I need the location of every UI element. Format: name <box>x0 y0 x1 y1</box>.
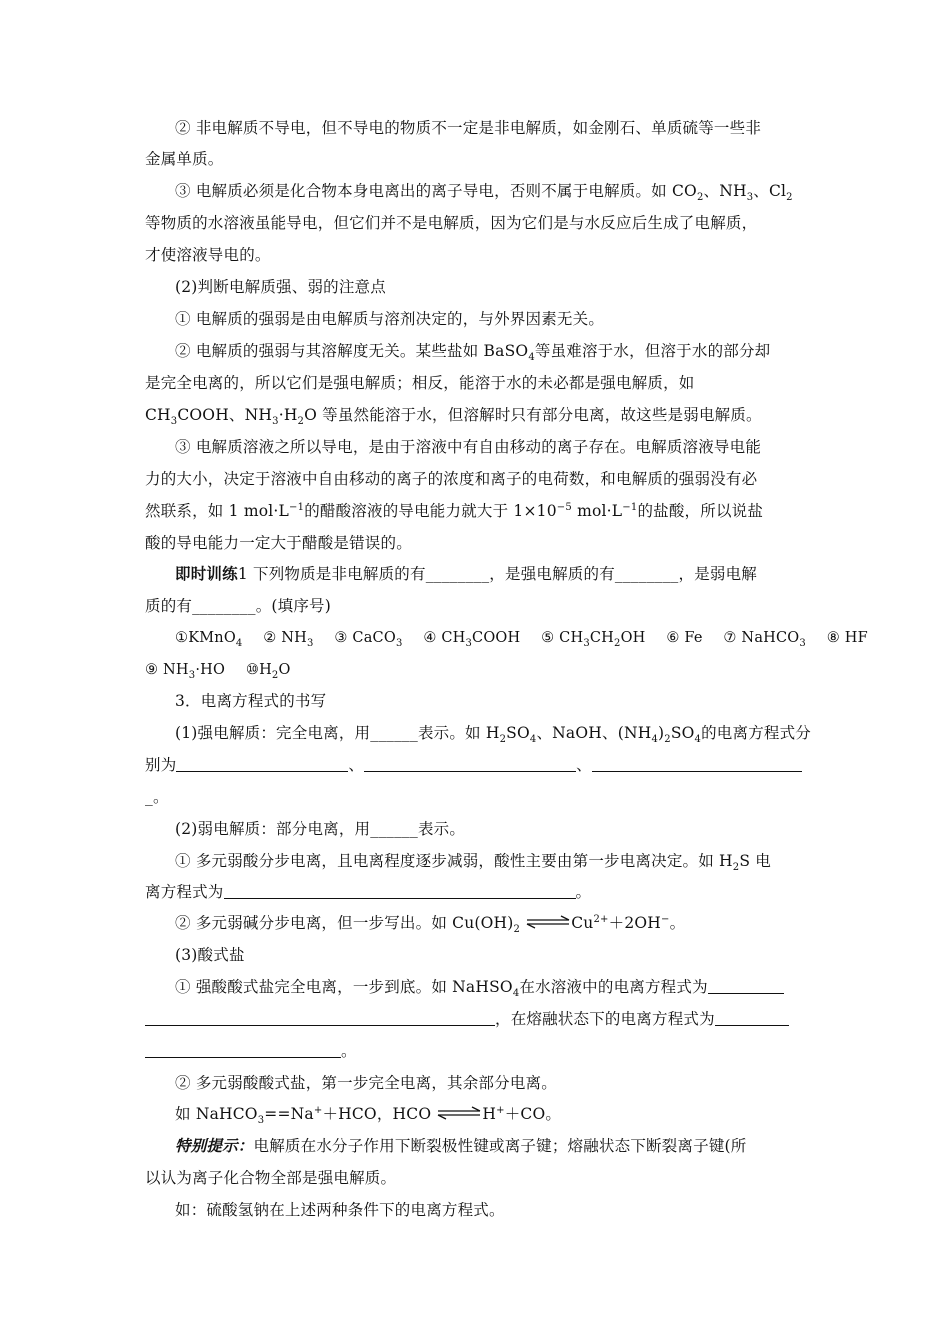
heading-ionization-equations: 3．电离方程式的书写 <box>175 692 327 710</box>
paragraph-conductivity: ③ 电解质溶液之所以导电，是由于溶液中有自由移动的离子存在。电解质溶液导电能 <box>175 438 762 456</box>
paragraph-nonelectrolyte-cont: 金属单质。 <box>145 150 224 168</box>
option-5: ⑤ $CH_3CH_2OH$ <box>541 630 646 649</box>
paragraph-weak-acid-salt: ② 多元弱酸酸式盐，第一步完全电离，其余部分电离。 <box>175 1074 557 1092</box>
paragraph-electrolyte-compound-end: 才使溶液导电的。 <box>145 246 271 264</box>
paragraph-solubility: ② 电解质的强弱与其溶解度无关。某些盐如 BaSO$_4$等虽难溶于水，但溶于水的部分却 <box>175 342 771 364</box>
paragraph-strength-solvent: ① 电解质的强弱是由电解质与溶剂决定的，与外界因素无关。 <box>175 310 605 328</box>
training-options-cont <box>145 659 805 681</box>
answer-blank <box>145 1009 495 1026</box>
option-2: ② $NH_3$ <box>263 630 314 649</box>
paragraph-strong-acid-salt: ① 强酸酸式盐完全电离，一步到底。如 NaHSO$_4$在水溶液中的电离方程式为 <box>175 976 805 998</box>
paragraph-strong-electrolyte-blanks: 别为 、 、 <box>145 754 805 776</box>
training-question-cont: 质的有________。(填序号) <box>145 597 331 615</box>
paragraph-strong-acid-salt-cont: ，在熔融状态下的电离方程式为 <box>145 1008 805 1030</box>
option-8: ⑧ HF <box>826 630 868 646</box>
paragraph-polyprotic-acid: ① 多元弱酸分步电离，且电离程度逐步减弱，酸性主要由第一步电离决定。如 $H_2S$ 电 <box>175 852 771 874</box>
reversible-arrow-icon <box>525 915 571 929</box>
option-9: ⑨ $NH_3\cdot HO$ <box>145 662 226 681</box>
special-tip: 特别提示：电解质在水分子作用下断裂极性键或离子键；熔融状态下断裂离子键(所 <box>175 1136 747 1155</box>
paragraph-conductivity-cont: 力的大小，决定于溶液中自由移动的离子的浓度和离子的电荷数，和电解质的强弱没有必 <box>145 470 758 488</box>
paragraph-conductivity-example: 然联系，如 1 $mol\cdot L^{-1}$的醋酸溶液的导电能力就大于 $1\times 10^{-5}$ $mol\cdot L^{-1}$的盐酸，所以说盐 <box>145 501 764 520</box>
paragraph-conductivity-end: 酸的导电能力一定大于醋酸是错误的。 <box>145 534 412 552</box>
option-6: ⑥ Fe <box>666 630 703 646</box>
option-4: ④ $CH_3COOH$ <box>423 630 521 649</box>
training-question: 即时训练1 下列物质是非电解质的有________，是强电解质的有________，是弱电解 <box>175 564 758 583</box>
answer-blank <box>176 755 348 772</box>
paragraph-weak-electrolyte: (2)弱电解质：部分电离，用______表示。 <box>175 820 466 838</box>
option-10: $⑩H_2O$ <box>245 662 291 681</box>
paragraph-nonelectrolyte: ② 非电解质不导电，但不导电的物质不一定是非电解质，如金刚石、单质硫等一些非 <box>175 119 762 137</box>
answer-blank <box>224 882 576 899</box>
paragraph-polybasic-base: ② 多元弱碱分步电离，但一步写出。如 $Cu(OH)_2$ $Cu^{2+}+2OH^-$。 <box>175 913 686 936</box>
paragraph-polyprotic-acid-cont: 离方程式为 。 <box>145 883 592 901</box>
paragraph-solubility-end: $CH_3COOH$、$NH_3\cdot H_2O$ 等虽然能溶于水，但溶解时只有部分电离，故这些是弱电解质。 <box>145 406 762 428</box>
paragraph-nahco3-example: 如 NaHCO$_3$==Na+＋HCO，HCO H+＋CO。 <box>175 1104 562 1127</box>
paragraph-strong-electrolyte: (1)强电解质：完全电离，用______表示。如 $H_2SO_4$、NaOH、$(NH_4)_2SO_4$的电离方程式分 <box>175 724 812 746</box>
training-label: 即时训练 <box>175 564 238 583</box>
heading-acid-salt: (3)酸式盐 <box>175 946 245 964</box>
answer-blank <box>145 1041 341 1058</box>
option-3: ③ CaCO$_3$ <box>334 630 403 649</box>
answer-blank <box>715 1009 789 1026</box>
paragraph-sodium-bisulfate: 如：硫酸氢钠在上述两种条件下的电离方程式。 <box>175 1201 505 1219</box>
option-7: ⑦ NaHCO$_3$ <box>723 630 806 649</box>
reversible-arrow-icon <box>436 1106 482 1120</box>
paragraph-strong-acid-salt-end: 。 <box>145 1040 805 1062</box>
paragraph-electrolyte-compound-cont: 等物质的水溶液虽能导电，但它们并不是电解质，因为它们是与水反应后生成了电解质， <box>145 214 758 232</box>
training-options <box>175 627 868 649</box>
special-tip-label: 特别提示： <box>175 1136 254 1155</box>
option-1: ①KMnO$_4$ <box>175 630 243 649</box>
answer-blank <box>364 755 576 772</box>
paragraph-strong-electrolyte-end: _。 <box>145 788 169 806</box>
special-tip-cont: 以认为离子化合物全部是强电解质。 <box>145 1169 397 1187</box>
answer-blank <box>592 755 802 772</box>
answer-blank <box>708 977 784 994</box>
paragraph-electrolyte-compound: ③ 电解质必须是化合物本身电离出的离子导电，否则不属于电解质。如 $CO_2$、$NH_3$、$Cl_2$ <box>175 182 793 204</box>
heading-strong-weak: (2)判断电解质强、弱的注意点 <box>175 278 386 296</box>
paragraph-solubility-cont: 是完全电离的，所以它们是强电解质；相反，能溶于水的未必都是强电解质，如 <box>145 374 695 392</box>
